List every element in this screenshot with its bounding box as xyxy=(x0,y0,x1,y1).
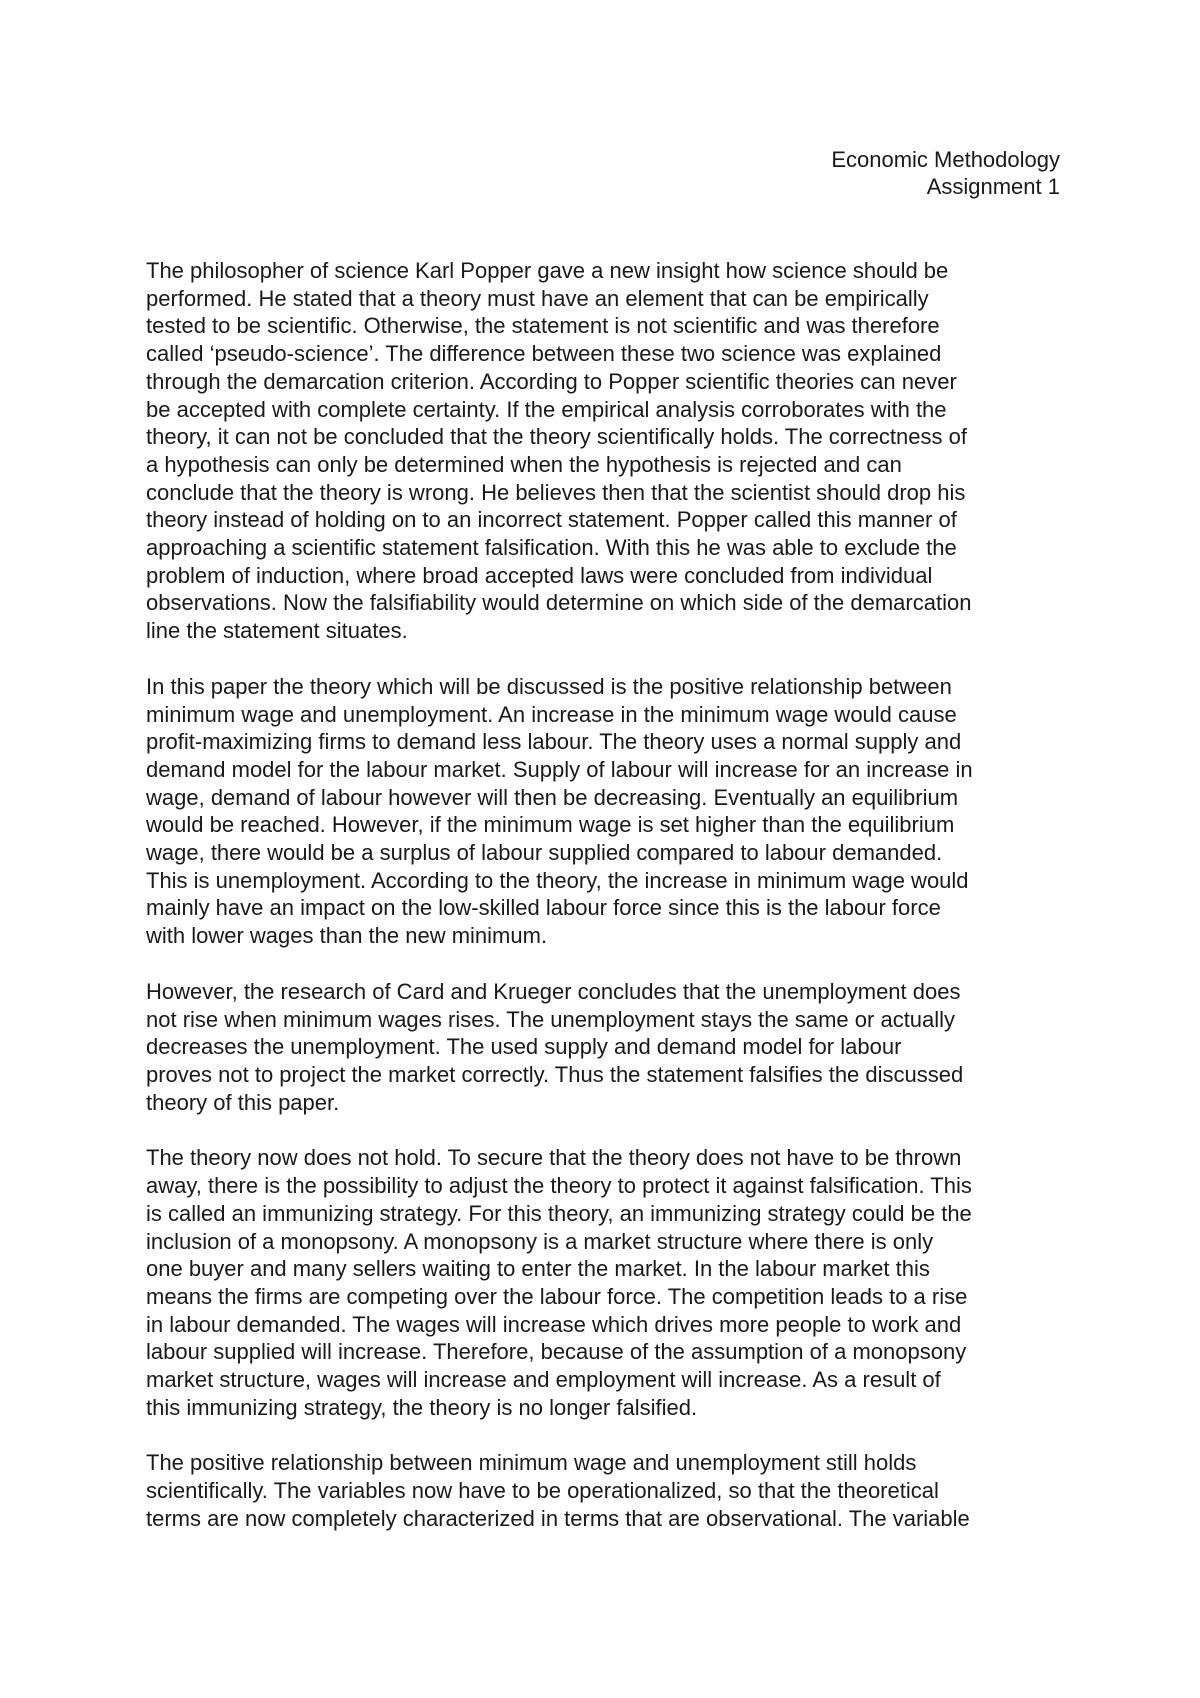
text-line: labour supplied will increase. Therefore, because of the assumption of a monopsony xyxy=(146,1339,967,1365)
text-line: called ‘pseudo-science’. The difference between these two science was explained xyxy=(146,341,942,367)
text-line: terms are now completely characterized in terms that are observational. The variable xyxy=(146,1505,970,1531)
text-line: However, the research of Card and Krueger concludes that the unemployment does xyxy=(146,978,961,1004)
paragraph-popper xyxy=(146,257,1069,645)
text-line: with lower wages than the new minimum. xyxy=(146,923,548,949)
text-line: wage, there would be a surplus of labour supplied compared to labour demanded. xyxy=(146,840,943,866)
text-line: This is unemployment. According to the theory, the increase in minimum wage would xyxy=(146,867,969,893)
text-line: profit-maximizing firms to demand less labour. The theory uses a normal supply and xyxy=(146,729,962,755)
text-line: proves not to project the market correctly. Thus the statement falsifies the discussed xyxy=(146,1061,964,1087)
text-line: inclusion of a monopsony. A monopsony is a market structure where there is only xyxy=(146,1228,934,1254)
paragraph-theory xyxy=(146,673,1069,950)
paragraph-immunizing xyxy=(146,1144,1069,1421)
text-line: decreases the unemployment. The used supply and demand model for labour xyxy=(146,1034,902,1060)
text-line: conclude that the theory is wrong. He believes then that the scientist should drop his xyxy=(146,479,966,505)
text-line: a hypothesis can only be determined when the hypothesis is rejected and can xyxy=(146,451,902,477)
text-line: in labour demanded. The wages will increase which drives more people to work and xyxy=(146,1311,962,1337)
text-line: means the firms are competing over the labour force. The competition leads to a rise xyxy=(146,1283,968,1309)
text-line: theory instead of holding on to an incorrect statement. Popper called this manner of xyxy=(146,507,957,533)
text-line: away, there is the possibility to adjust the theory to protect it against falsification. This xyxy=(146,1173,972,1199)
text-line: In this paper the theory which will be discussed is the positive relationship between xyxy=(146,673,952,699)
text-line: be accepted with complete certainty. If the empirical analysis corroborates with the xyxy=(146,396,947,422)
text-line: The philosopher of science Karl Popper gave a new insight how science should be xyxy=(146,258,949,283)
document-body xyxy=(146,257,1069,1561)
text-line: performed. He stated that a theory must have an element that can be empirically xyxy=(146,285,929,311)
text-line: would be reached. However, if the minimum wage is set higher than the equilibrium xyxy=(146,812,955,838)
text-line: not rise when minimum wages rises. The unemployment stays the same or actually xyxy=(146,1006,956,1032)
text-line: The theory now does not hold. To secure that the theory does not have to be thrown xyxy=(146,1145,962,1171)
text-line: market structure, wages will increase and employment will increase. As a result of xyxy=(146,1367,941,1393)
text-line: observations. Now the falsifiability would determine on which side of the demarcation xyxy=(146,590,972,616)
text-line: theory of this paper. xyxy=(146,1089,340,1115)
paragraph-operationalization xyxy=(146,1449,1069,1532)
paragraph-card-krueger xyxy=(146,978,1069,1117)
text-line: this immunizing strategy, the theory is no longer falsified. xyxy=(146,1394,698,1420)
text-line: The positive relationship between minimum wage and unemployment still holds xyxy=(146,1450,917,1476)
text-line: minimum wage and unemployment. An increase in the minimum wage would cause xyxy=(146,701,957,727)
text-line: one buyer and many sellers waiting to enter the market. In the labour market this xyxy=(146,1256,930,1282)
text-line: mainly have an impact on the low-skilled labour force since this is the labour force xyxy=(146,895,941,921)
text-line: approaching a scientific statement falsification. With this he was able to exclude the xyxy=(146,535,957,561)
text-line: is called an immunizing strategy. For this theory, an immunizing strategy could be the xyxy=(146,1200,972,1226)
text-line: wage, demand of labour however will then be decreasing. Eventually an equilibrium xyxy=(146,784,959,810)
text-line: through the demarcation criterion. According to Popper scientific theories can never xyxy=(146,368,957,394)
document-header xyxy=(831,146,1060,200)
text-line: tested to be scientific. Otherwise, the statement is not scientific and was therefore xyxy=(146,313,940,339)
text-line: demand model for the labour market. Supply of labour will increase for an increase in xyxy=(146,756,973,782)
text-line: scientifically. The variables now have to be operationalized, so that the theoretical xyxy=(146,1478,939,1504)
text-line: line the statement situates. xyxy=(146,618,408,644)
text-line: problem of induction, where broad accepted laws were concluded from individual xyxy=(146,562,933,588)
text-line: theory, it can not be concluded that the theory scientifically holds. The correctness of xyxy=(146,424,967,450)
course-title: Economic Methodology xyxy=(831,147,1060,172)
assignment-title: Assignment 1 xyxy=(926,174,1060,199)
